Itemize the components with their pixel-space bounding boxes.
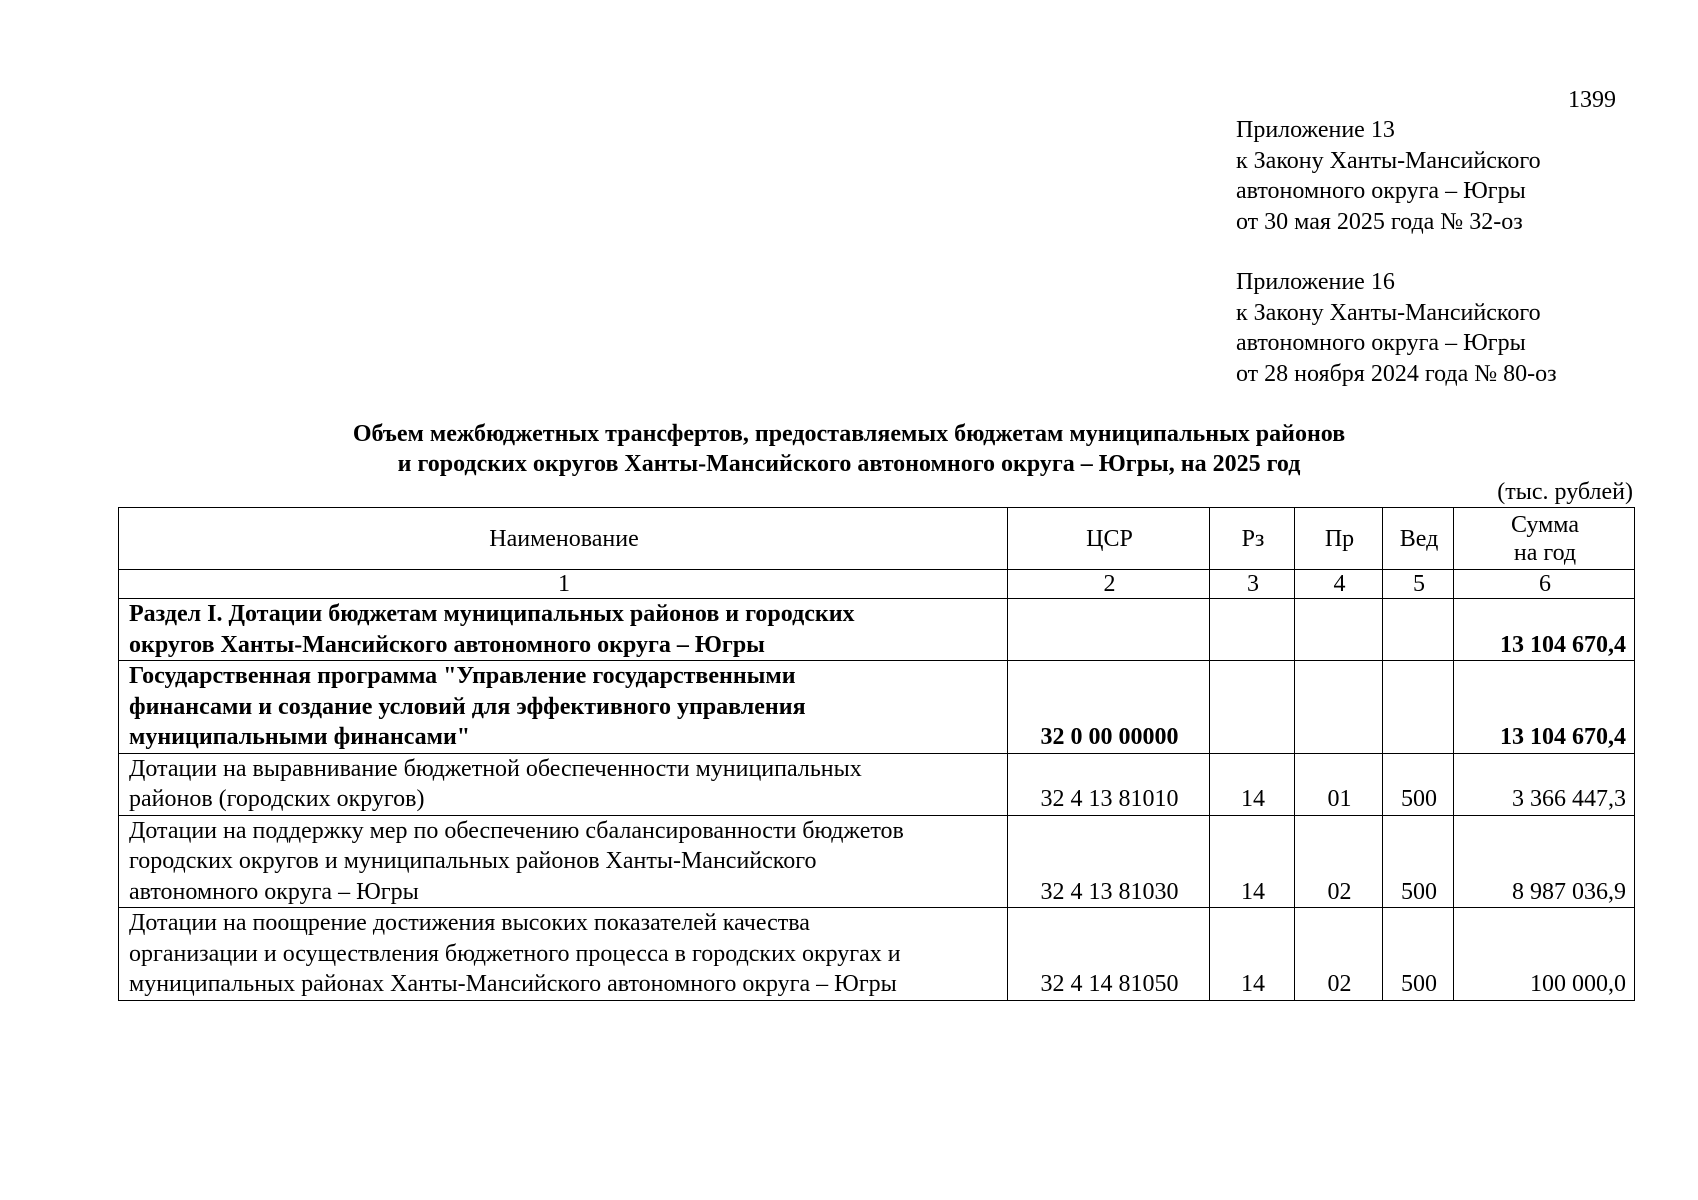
appendix-line: к Закону Ханты-Мансийского (1236, 147, 1541, 174)
title-line-1: Объем межбюджетных трансфертов, предоставляемых бюджетам муниципальных районов (352, 421, 1346, 447)
column-number: 6 (1454, 570, 1635, 599)
row-sum: 100 000,0 (1454, 908, 1635, 1001)
header-name: Наименование (119, 508, 1008, 570)
row-name-line: муниципальных районах Ханты-Мансийского автономного округа – Югры (129, 971, 897, 997)
title-line-2: и городских округов Ханты-Мансийского автономного округа – Югры, на 2025 год (397, 451, 1301, 477)
appendix-line: автономного округа – Югры (1236, 330, 1526, 356)
header-pr: Пр (1295, 508, 1383, 570)
row-ved: 500 (1383, 815, 1454, 908)
appendix-line: Приложение 13 (1236, 117, 1395, 143)
appendix-line: автономного округа – Югры (1236, 178, 1526, 204)
row-name (119, 815, 1008, 908)
table-header-row (119, 508, 1635, 570)
header-sum-line-2: на год (1513, 539, 1577, 566)
row-name-line: Дотации на выравнивание бюджетной обеспеченности муниципальных (129, 755, 862, 782)
appendix-line: к Закону Ханты-Мансийского (1236, 299, 1541, 326)
row-rz: 14 (1210, 753, 1295, 815)
row-pr: 02 (1295, 908, 1383, 1001)
row-name-line: Государственная программа "Управление государственными (129, 663, 796, 689)
row-csr (1008, 599, 1210, 661)
row-csr: 32 4 13 81010 (1008, 753, 1210, 815)
row-name-line: автономного округа – Югры (129, 878, 419, 905)
row-name-line: муниципальными финансами" (129, 724, 471, 750)
column-number: 1 (119, 570, 1008, 599)
row-name (119, 661, 1008, 754)
row-name-line: округов Ханты-Мансийского автономного округа – Югры (129, 631, 765, 658)
row-rz (1210, 661, 1295, 754)
column-number-row (119, 570, 1635, 599)
row-name-line: организации и осуществления бюджетного процесса в городских округах и (129, 940, 901, 967)
header-ved: Вед (1383, 508, 1454, 570)
table-row (119, 753, 1635, 815)
row-name (119, 753, 1008, 815)
row-sum: 13 104 670,4 (1454, 599, 1635, 661)
row-rz: 14 (1210, 908, 1295, 1001)
row-csr: 32 0 00 00000 (1008, 661, 1210, 754)
row-csr: 32 4 14 81050 (1008, 908, 1210, 1001)
row-name-line: Дотации на поддержку мер по обеспечению сбалансированности бюджетов (129, 817, 904, 844)
page-number: 1399 (1568, 87, 1616, 113)
row-name-line: Дотации на поощрение достижения высоких показателей качества (129, 910, 810, 936)
column-number: 5 (1383, 570, 1454, 599)
row-name-line: Раздел I. Дотации бюджетам муниципальных районов и городских (129, 601, 855, 627)
row-ved: 500 (1383, 908, 1454, 1001)
appendix-16-block (1236, 267, 1557, 389)
row-csr: 32 4 13 81030 (1008, 815, 1210, 908)
row-pr (1295, 599, 1383, 661)
row-sum: 8 987 036,9 (1454, 815, 1635, 908)
units-label: (тыс. рублей) (1497, 479, 1633, 505)
table-row (119, 815, 1635, 908)
row-sum: 3 366 447,3 (1454, 753, 1635, 815)
table-row (119, 599, 1635, 661)
row-name-line: городских округов и муниципальных районов Ханты-Мансийского (129, 848, 817, 874)
row-name-line: финансами и создание условий для эффективного управления (129, 693, 806, 720)
row-name-line: районов (городских округов) (129, 786, 425, 812)
row-ved (1383, 661, 1454, 754)
column-number: 3 (1210, 570, 1295, 599)
appendix-13-block (1236, 115, 1541, 237)
row-pr: 01 (1295, 753, 1383, 815)
document-title (0, 419, 1698, 479)
table-row (119, 661, 1635, 754)
appendix-line: от 28 ноября 2024 года № 80-оз (1236, 360, 1557, 387)
header-rz: Рз (1210, 508, 1295, 570)
row-name (119, 908, 1008, 1001)
row-rz: 14 (1210, 815, 1295, 908)
appendix-line: от 30 мая 2025 года № 32-оз (1236, 208, 1523, 235)
column-number: 2 (1008, 570, 1210, 599)
row-name (119, 599, 1008, 661)
row-rz (1210, 599, 1295, 661)
table-row (119, 908, 1635, 1001)
header-sum (1454, 508, 1635, 570)
budget-table (118, 507, 1635, 1001)
column-number: 4 (1295, 570, 1383, 599)
row-pr (1295, 661, 1383, 754)
appendix-line: Приложение 16 (1236, 269, 1395, 295)
header-csr: ЦСР (1008, 508, 1210, 570)
header-sum-line-1: Сумма (1511, 511, 1579, 538)
row-ved (1383, 599, 1454, 661)
row-ved: 500 (1383, 753, 1454, 815)
row-pr: 02 (1295, 815, 1383, 908)
row-sum: 13 104 670,4 (1454, 661, 1635, 754)
